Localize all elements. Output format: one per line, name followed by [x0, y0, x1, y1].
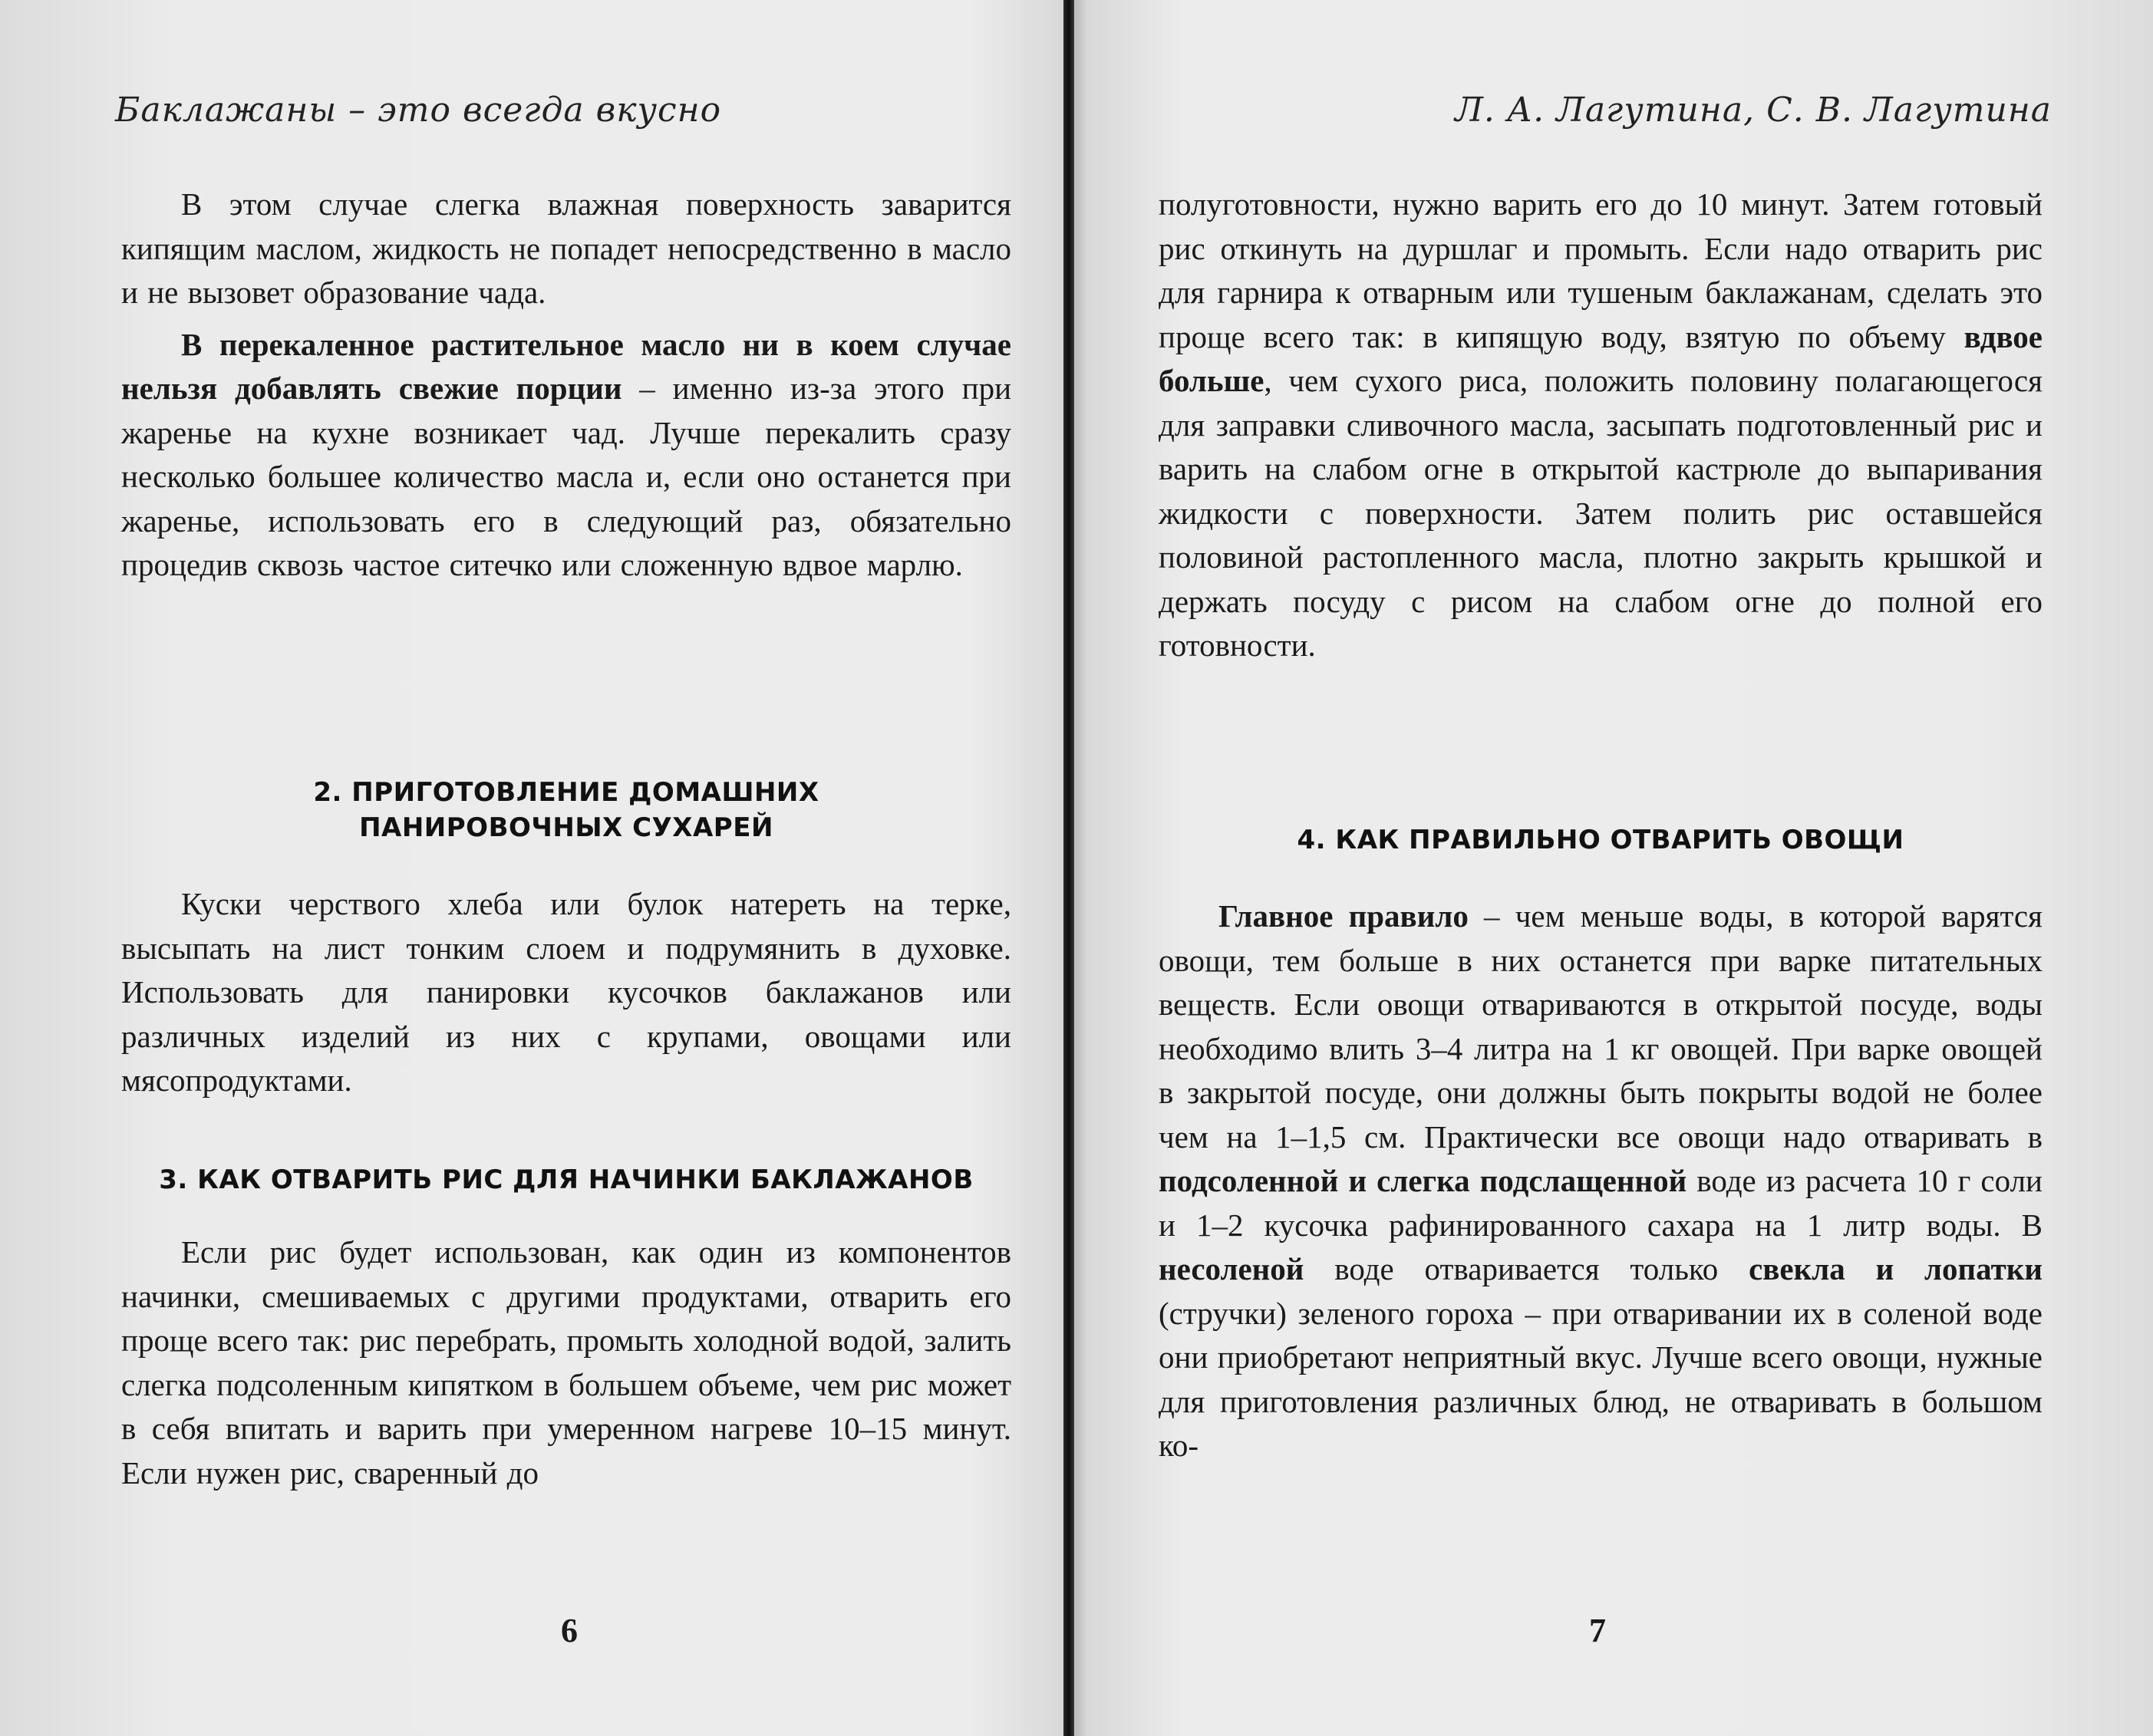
left-heading-2-line-2: ПАНИРОВОЧНЫХ СУХАРЕЙ	[359, 812, 773, 843]
right-text-block-1	[1159, 183, 2043, 668]
left-paragraph-1: В этом случае слегка влажная поверхность заварится кипящим маслом, жидкость не попадет непосредственно в масло и не вызовет образование чада.	[121, 186, 1011, 310]
book-spine	[1063, 0, 1074, 1736]
left-paragraph-2-rest: – именно из-за этого при жаренье на кухне возникает чад. Лучше перекалить сразу несколько большее количество масла и, если оно останется при жаренье, использовать его в следующий раз, обязательно процедив сквозь частое ситечко или сложенную вдвое марлю.	[121, 371, 1012, 582]
right-page	[1074, 0, 2153, 1736]
left-text-block-2	[121, 882, 1011, 1103]
right-paragraph-1-a: полуготовности, нужно варить его до 10 минут. Затем готовый рис откинуть на дуршлаг и промыть. Если надо отварить рис для гарнира к отварным или тушеным баклажанам, сделать это проще всего так: в кипящую воду, взятую по объему	[1159, 186, 2043, 354]
right-paragraph-2	[1159, 894, 2043, 1468]
right-running-head: Л. А. Лагутина, С. В. Лагутина	[1455, 91, 2052, 130]
right-text-block-2	[1159, 894, 2043, 1468]
left-paragraph-2-bold: В перекаленное растительное масло ни в коем случае нельзя добавлять свежие порции	[121, 326, 1011, 406]
right-heading-4: 4. КАК ПРАВИЛЬНО ОТВАРИТЬ ОВОЩИ	[1297, 825, 1904, 855]
left-paragraph-2	[121, 323, 1011, 588]
right-paragraph-2-c: воде отваривается только	[1304, 1251, 1749, 1286]
left-heading-2-line-1: 2. ПРИГОТОВЛЕНИЕ ДОМАШНИХ	[313, 777, 819, 808]
right-paragraph-1-bold: вдвое больше	[1159, 318, 2043, 398]
left-heading-3: 3. КАК ОТВАРИТЬ РИС ДЛЯ НАЧИНКИ БАКЛАЖАНОВ	[159, 1164, 974, 1195]
right-paragraph-2-bold-4: свекла и лопатки	[1749, 1251, 2043, 1286]
right-paragraph-2-bold-1: Главное правило	[1218, 898, 1469, 934]
left-text-block-3	[121, 1230, 1011, 1495]
right-paragraph-2-b: воде из расчета 10 г соли и 1–2 кусочка рафинированного сахара на 1 литр воды. В	[1159, 1163, 2043, 1243]
left-paragraph-4: Если рис будет использован, как один из компонентов начинки, смешиваемых с другими продуктами, отварить его проще всего так: рис перебрать, промыть холодной водой, залить слегка подсоленным кипятком в большем объеме, чем рис может в себя впитать и варить при умеренном нагреве 10–15 минут. Если нужен рис, сваренный до	[121, 1234, 1011, 1491]
right-paragraph-2-a: – чем меньше воды, в которой варятся овощи, тем больше в них останется при варке питательных веществ. Если овощи отвариваются в открытой посуде, воды необходимо влить 3–4 литра на 1 кг овощей. При варке овощей в закрытой посуде, они должны быть покрыты водой не более чем на 1–1,5 см. Практически все овощи надо отваривать в	[1159, 898, 2043, 1155]
right-paragraph-2-d: (стручки) зеленого гороха – при отваривании их в соленой воде они приобретают неприятный вкус. Лучше всего овощи, нужные для приготовления различных блюд, не отваривать в большом ко-	[1159, 1295, 2043, 1463]
left-heading-2	[121, 775, 1011, 845]
left-paragraph-3: Куски черствого хлеба или булок натереть на терке, высыпать на лист тонким слоем и подрумянить в духовке. Использовать для панировки кусочков баклажанов или различных изделий из них с крупами, овощами или мясопродуктами.	[121, 886, 1011, 1098]
left-text-block-1	[121, 183, 1011, 588]
right-paragraph-1	[1159, 183, 2043, 668]
left-running-head: Баклажаны – это всегда вкусно	[115, 91, 722, 130]
left-page	[0, 0, 1063, 1736]
right-paragraph-2-bold-3: несоленой	[1159, 1251, 1304, 1286]
left-page-number: 6	[561, 1612, 578, 1649]
right-page-number: 7	[1589, 1612, 1606, 1649]
right-paragraph-1-b: , чем сухого риса, положить половину полагающегося для заправки сливочного масла, засыпать подготовленный рис и варить на слабом огне в открытой кастрюле до выпаривания жидкости с поверхности. Затем полить рис оставшейся половиной растопленного масла, плотно закрыть крышкой и держать посуду с рисом на слабом огне до полной его готовности.	[1159, 363, 2043, 663]
right-paragraph-2-bold-2: подсоленной и слегка подслащенной	[1159, 1163, 1687, 1198]
